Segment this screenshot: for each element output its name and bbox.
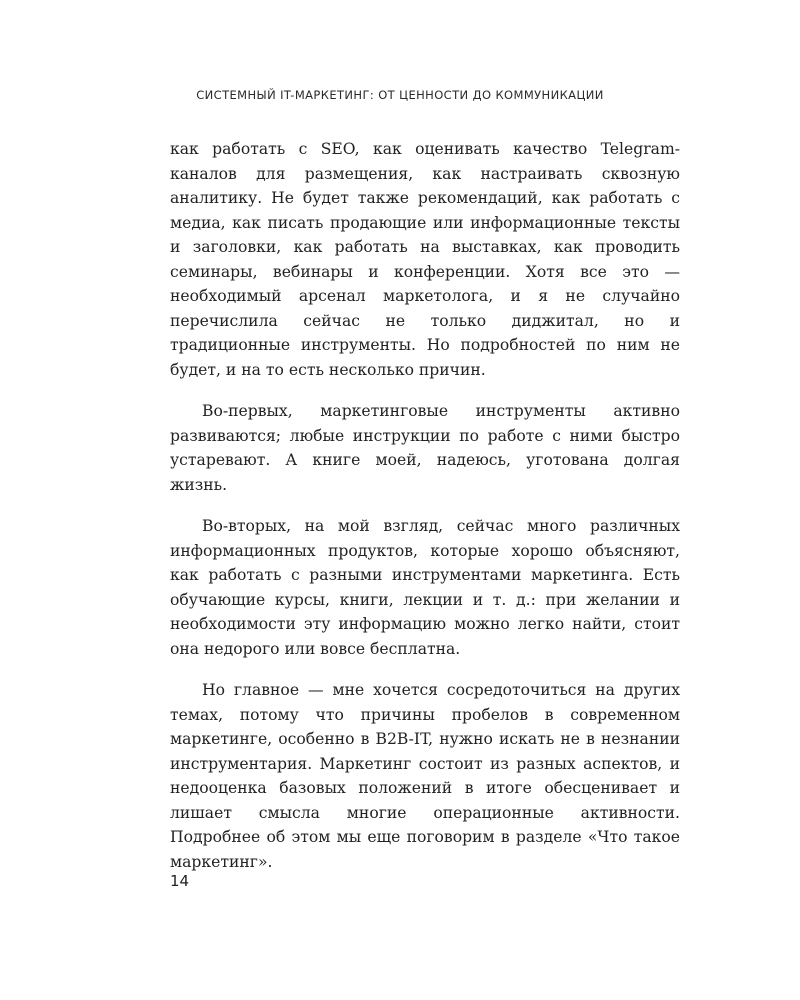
paragraph-1: как работать с SEO, как оценивать качество Telegram-каналов для размещения, как настраивать сквозную аналитику. Не будет также рекомендаций, как работать с медиа, как писать продающие или информационные тексты и заголовки, как работать на выставках, как проводить семинары, вебинары и конференции. Хотя все это — необходимый арсенал маркетолога, и я не случайно перечислила сейчас не только диджитал, но и традиционные инструменты. Но подробностей по ним не будет, и на то есть несколько причин. <box>170 140 680 379</box>
running-head: СИСТЕМНЫЙ IT-МАРКЕТИНГ: ОТ ЦЕННОСТИ ДО КОММУНИКАЦИИ <box>196 88 604 102</box>
body-text <box>170 137 680 891</box>
paragraph-3: Во-вторых, на мой взгляд, сейчас много различных информационных продуктов, которые хорошо объясняют, как работать с разными инструментами маркетинга. Есть обучающие курсы, книги, лекции и т. д.: при желании и необходимости эту информацию можно легко найти, стоит она недорого или вовсе бесплатна. <box>170 517 680 658</box>
paragraph-2: Во-первых, маркетинговые инструменты активно развиваются; любые инструкции по работе с ними быстро устаревают. А книге моей, надеюсь, уготована долгая жизнь. <box>170 402 680 494</box>
page-number: 14 <box>170 872 190 890</box>
paragraph-4: Но главное — мне хочется сосредоточиться на других темах, потому что причины пробелов в современном маркетинге, особенно в B2B-IT, нужно искать не в незнании инструментария. Маркетинг состоит из разных аспектов, и недооценка базовых положений в итоге обесценивает и лишает смысла многие операционные активности. Подробнее об этом мы еще поговорим в разделе «Что такое маркетинг». <box>170 681 680 871</box>
